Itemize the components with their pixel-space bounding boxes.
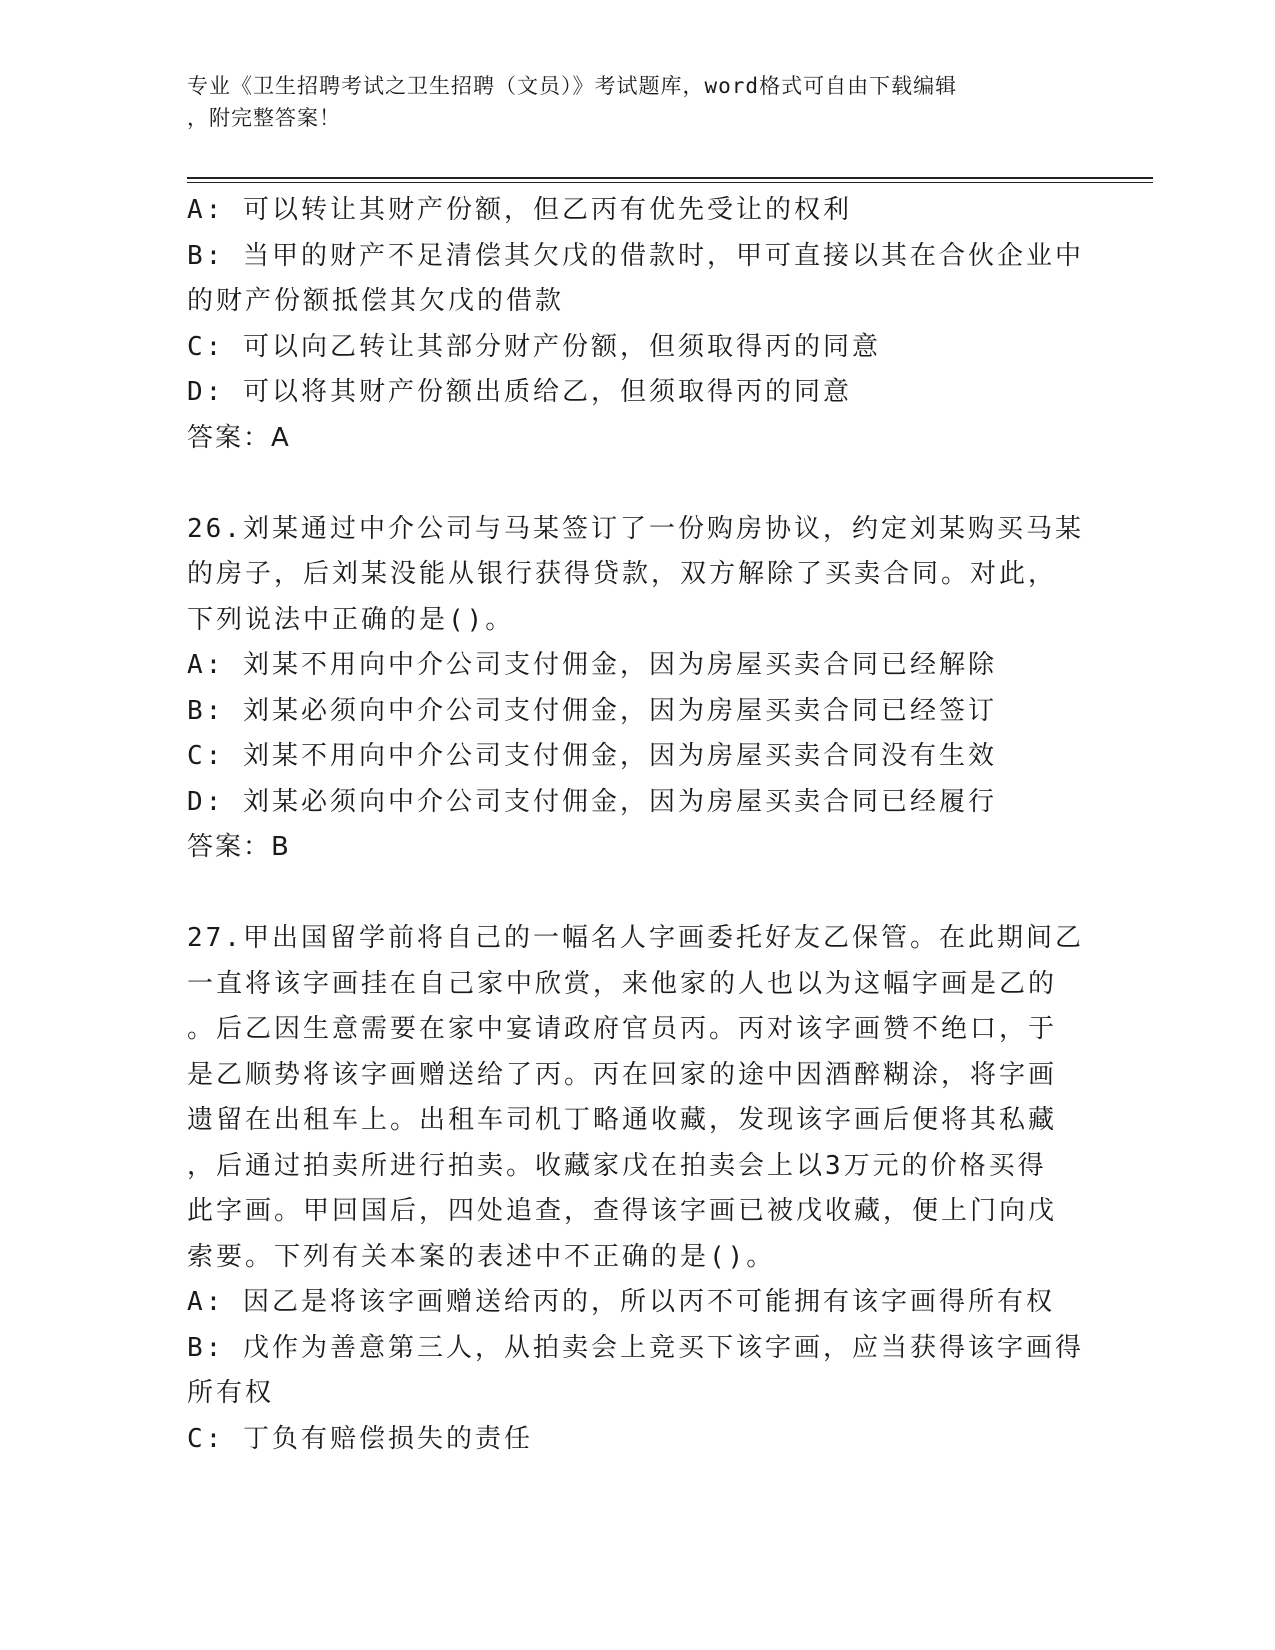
q25-option-a: A: 可以转让其财产份额，但乙丙有优先受让的权利 bbox=[187, 195, 852, 225]
q27-stem-line-4: 是乙顺势将该字画赠送给了丙。丙在回家的途中因酒醉糊涂，将字画 bbox=[187, 1059, 1058, 1090]
q25-option-c: C: 可以向乙转让其部分财产份额，但须取得丙的同意 bbox=[187, 331, 881, 362]
header-rule-thick bbox=[187, 177, 1153, 179]
q26-answer: 答案：B bbox=[187, 832, 291, 862]
header-rule-thin bbox=[187, 182, 1153, 183]
q26-stem-line-2: 的房子，后刘某没能从银行获得贷款，双方解除了买卖合同。对此， bbox=[187, 559, 1058, 589]
q26-option-d: D: 刘某必须向中介公司支付佣金，因为房屋买卖合同已经履行 bbox=[187, 786, 997, 817]
q27-option-a: A: 因乙是将该字画赠送给丙的，所以丙不可能拥有该字画得所有权 bbox=[187, 1287, 1055, 1317]
spacer bbox=[187, 871, 1077, 917]
q25-option-b-line-2: 的财产份额抵偿其欠戊的借款 bbox=[187, 286, 565, 316]
q26-stem-line-3: 下列说法中正确的是()。 bbox=[187, 604, 515, 635]
q27-stem-line-6: ，后通过拍卖所进行拍卖。收藏家戊在拍卖会上以3万元的价格买得 bbox=[187, 1150, 1047, 1181]
q27-option-b-line-1: B: 戊作为善意第三人，从拍卖会上竞买下该字画，应当获得该字画得 bbox=[187, 1332, 1084, 1363]
q26-option-b: B: 刘某必须向中介公司支付佣金，因为房屋买卖合同已经签订 bbox=[187, 695, 997, 726]
q27-stem-line-1: 27.甲出国留学前将自己的一幅名人字画委托好友乙保管。在此期间乙 bbox=[187, 923, 1084, 953]
q26-stem-line-1: 26.刘某通过中介公司与马某签订了一份购房协议，约定刘某购买马某 bbox=[187, 513, 1084, 544]
q25-option-d: D: 可以将其财产份额出质给乙，但须取得丙的同意 bbox=[187, 377, 852, 407]
page-header bbox=[187, 70, 1067, 134]
question-content bbox=[187, 188, 1084, 1462]
q27-stem-line-3: 。后乙因生意需要在家中宴请政府官员丙。丙对该字画赞不绝口，于 bbox=[187, 1014, 1058, 1044]
q26-option-c: C: 刘某不用向中介公司支付佣金，因为房屋买卖合同没有生效 bbox=[187, 741, 997, 771]
q27-stem-line-2: 一直将该字画挂在自己家中欣赏，来他家的人也以为这幅字画是乙的 bbox=[187, 968, 1058, 999]
q25-answer: 答案：A bbox=[187, 422, 291, 453]
q27-stem-line-7: 此字画。甲回国后，四处追查，查得该字画已被戊收藏，便上门向戊 bbox=[187, 1196, 1058, 1226]
header-line-1: 专业《卫生招聘考试之卫生招聘（文员）》考试题库，word格式可自由下载编辑 bbox=[187, 74, 958, 98]
q26-option-a: A: 刘某不用向中介公司支付佣金，因为房屋买卖合同已经解除 bbox=[187, 650, 997, 680]
q27-stem-line-5: 遗留在出租车上。出租车司机丁略通收藏，发现该字画后便将其私藏 bbox=[187, 1105, 1058, 1135]
q27-option-c: C: 丁负有赔偿损失的责任 bbox=[187, 1423, 533, 1454]
spacer bbox=[187, 461, 1077, 507]
q27-stem-line-8: 索要。下列有关本案的表述中不正确的是()。 bbox=[187, 1241, 776, 1272]
header-line-2: ，附完整答案！ bbox=[187, 106, 341, 130]
q25-option-b-line-1: B: 当甲的财产不足清偿其欠戊的借款时，甲可直接以其在合伙企业中 bbox=[187, 240, 1084, 271]
q27-option-b-line-2: 所有权 bbox=[187, 1378, 275, 1408]
